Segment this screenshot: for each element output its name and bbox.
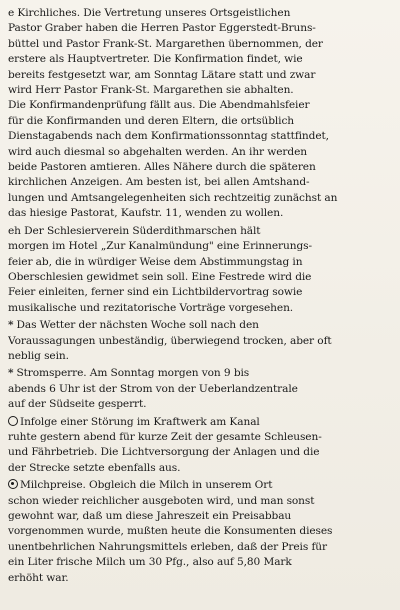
text-line: neblig sein. <box>8 349 69 362</box>
text-line: und Fährbetrieb. Die Lichtversorgung der Anlagen und die <box>8 446 320 459</box>
asterisk-marker: * <box>8 367 14 380</box>
text-line: wird auch diesmal so abgehalten werden. An ihr werden <box>8 145 307 158</box>
text-line: eh Der Schlesierverein Süderdithmarschen hält <box>8 224 261 237</box>
text-line <box>8 478 394 493</box>
text-line: auf der Südseite gesperrt. <box>8 398 147 411</box>
text-line: Dienstagabends nach dem Konfirmationssonntag stattfindet, <box>8 130 329 143</box>
circle-dot-marker-icon <box>8 479 18 489</box>
text-line: für die Konfirmanden und deren Eltern, die ortsüblich <box>8 114 295 127</box>
text-line: vorgenommen wurde, mußten heute die Konsumenten dieses <box>8 525 333 538</box>
text-line: ein Liter frische Milch um 30 Pfg., also auf 5,80 Mark <box>8 556 292 569</box>
text-line: Die Konfirmandenprüfung fällt aus. Die Abendmahlsfeier <box>8 99 310 112</box>
text-line: morgen im Hotel „Zur Kanalmündung" eine Erinnerungs- <box>8 240 312 253</box>
text-line-content: Infolge einer Störung im Kraftwerk am Kanal <box>20 415 260 428</box>
text-line: gewohnt war, daß um diese Jahreszeit ein Preisabbau <box>8 510 292 522</box>
text-line: lungen und Amtsangelegenheiten sich rechtzeitig zunächst an <box>8 191 338 204</box>
article-kirchliches <box>8 6 394 222</box>
text-line-content: Milchpreise. Obgleich die Milch in unserem Ort <box>20 479 273 492</box>
text-line: Voraussagungen unbeständig, überwiegend trocken, aber oft <box>8 334 332 347</box>
article-stoerung <box>8 415 394 477</box>
text-line: Oberschlesien gewidmet sein soll. Eine Festrede wird die <box>8 270 312 283</box>
article-milchpreise <box>8 478 394 586</box>
text-line: ruhte gestern abend für kurze Zeit der gesamte Schleusen- <box>8 430 322 443</box>
text-line: erstere als Hauptvertreter. Die Konfirmation findet, wie <box>8 53 303 66</box>
text-line: feier ab, die in würdiger Weise dem Abstimmungstag in <box>8 255 303 268</box>
text-line: musikalische und rezitatorische Vorträge vorgesehen. <box>8 301 294 314</box>
text-line: das hiesige Pastorat, Kaufstr. 11, wenden zu wollen. <box>8 207 284 220</box>
text-line <box>8 415 394 430</box>
asterisk-marker: * <box>8 319 14 332</box>
article-stromsperre <box>8 366 394 412</box>
text-line: der Strecke setzte ebenfalls aus. <box>8 461 181 474</box>
text-line: kirchlichen Anzeigen. Am besten ist, bei allen Amtshand- <box>8 176 310 189</box>
text-line-content: Stromsperre. Am Sonntag morgen von 9 bis <box>16 367 250 380</box>
article-wetter <box>8 318 394 364</box>
circle-marker-icon <box>8 416 18 426</box>
text-line: büttel und Pastor Frank-St. Margarethen übernommen, der <box>8 37 323 50</box>
text-line: beide Pastoren amtieren. Alles Nähere durch die späteren <box>8 161 316 174</box>
text-line: Feier einleiten, ferner sind ein Lichtbildervortrag sowie <box>8 286 303 299</box>
text-line: erhöht war. <box>8 571 69 584</box>
text-line: bereits festgesetzt war, am Sonntag Lätare statt und zwar <box>8 68 316 81</box>
text-line: wird Herr Pastor Frank-St. Margarethen sie abhalten. <box>8 84 294 97</box>
text-line-content: Das Wetter der nächsten Woche soll nach den <box>16 319 259 332</box>
text-line <box>8 318 394 333</box>
text-line: schon wieder reichlicher ausgeboten wird, und man sonst <box>8 494 315 507</box>
text-line: e Kirchliches. Die Vertretung unseres Ortsgeistlichen <box>8 7 291 19</box>
text-line: abends 6 Uhr ist der Strom von der Ueberlandzentrale <box>8 382 298 395</box>
text-line <box>8 366 394 381</box>
text-line: Pastor Graber haben die Herren Pastor Eggerstedt-Bruns- <box>8 22 316 35</box>
article-schlesierverein <box>8 224 394 316</box>
text-line: unentbehrlichen Nahrungsmittels erleben, daß der Preis für <box>8 540 327 553</box>
